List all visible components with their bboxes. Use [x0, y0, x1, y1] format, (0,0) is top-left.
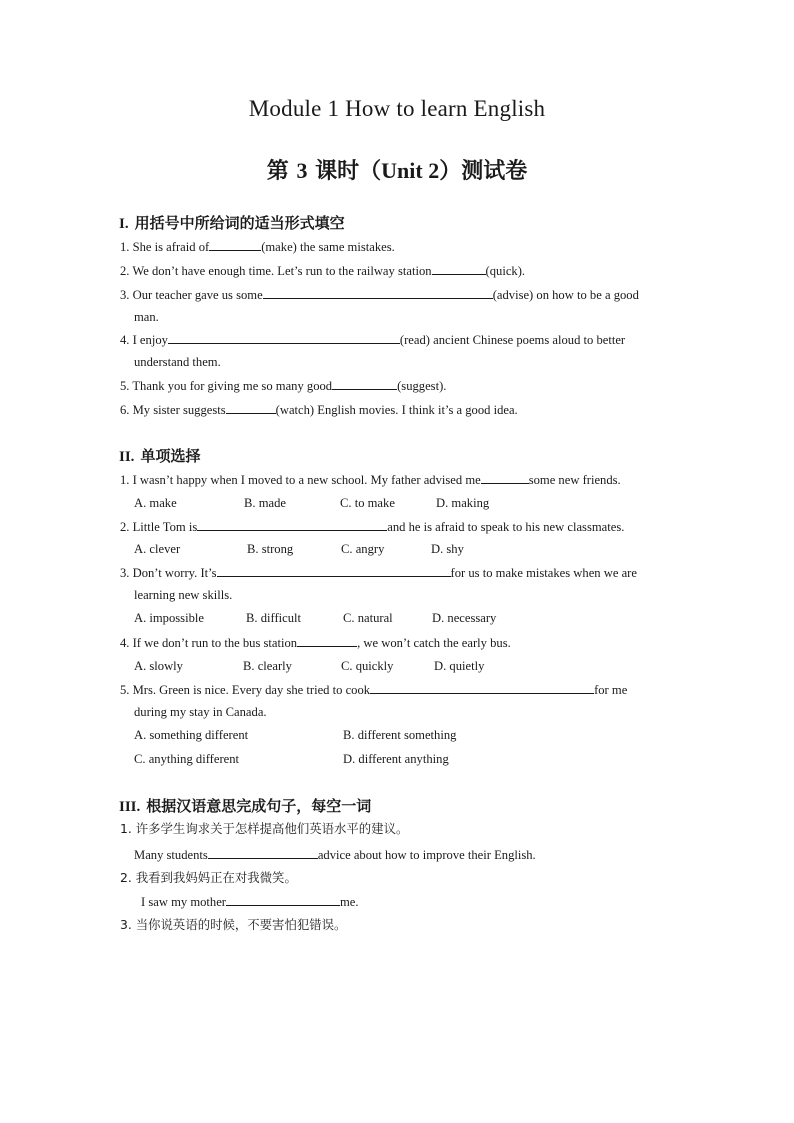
p2-q3-option-a[interactable]: A. impossible: [134, 611, 204, 625]
section-1-title: 用括号中所给词的适当形式填空: [134, 214, 345, 232]
p2-q2-option-c[interactable]: C. angry: [341, 542, 385, 556]
section-1-number: I.: [119, 216, 129, 232]
p2-q5-continuation: during my stay in Canada.: [134, 705, 267, 719]
p2-q1-text-end: some new friends.: [528, 473, 621, 487]
p3-q1-text-end: advice about how to improve their English.: [317, 848, 536, 862]
p2-q1-option-b[interactable]: B. made: [244, 496, 286, 510]
p1-q6-text-end: (watch) English movies. I think it’s a good idea.: [275, 403, 518, 417]
p2-q3-continuation: learning new skills.: [134, 588, 233, 602]
p1-q3-text: 3. Our teacher gave us some: [120, 288, 263, 302]
p2-q3-text: 3. Don’t worry. It’s: [120, 566, 217, 580]
p1-question-6: [120, 401, 518, 418]
p2-q5-text: 5. Mrs. Green is nice. Every day she tried to cook: [120, 683, 371, 697]
p1-q6-text: 6. My sister suggests: [120, 403, 226, 417]
p2-q4-option-c[interactable]: C. quickly: [341, 659, 394, 673]
answer-blank[interactable]: [370, 681, 594, 694]
subtitle-lesson-number: 3: [296, 158, 308, 183]
p1-q4-text-end: (read) ancient Chinese poems aloud to better: [399, 333, 626, 347]
p3-q2-text: I saw my mother: [141, 895, 226, 909]
subtitle-unit: Unit 2: [381, 158, 440, 183]
p2-question-3: [120, 564, 637, 581]
page-subtitle: [0, 154, 794, 185]
p2-q1-option-a[interactable]: A. make: [134, 496, 177, 510]
p1-q1-text: 1. She is afraid of: [120, 240, 210, 254]
p2-question-4: [120, 634, 511, 651]
p3-q2-chinese: 2. 我看到我妈妈正在对我微笑。: [120, 870, 297, 885]
p1-question-4: [120, 331, 625, 348]
p2-q1-option-c[interactable]: C. to make: [340, 496, 395, 510]
p1-q2-text-end: (quick).: [485, 264, 526, 278]
answer-blank[interactable]: [217, 564, 451, 577]
p2-q3-option-d[interactable]: D. necessary: [432, 611, 497, 625]
p2-q4-text: 4. If we don’t run to the bus station: [120, 636, 298, 650]
subtitle-prefix: 第: [266, 159, 289, 184]
section-2-title: 单项选择: [140, 447, 201, 465]
answer-blank[interactable]: [208, 846, 318, 859]
p2-q3-text-end: for us to make mistakes when we are: [450, 566, 637, 580]
p2-q2-option-b[interactable]: B. strong: [247, 542, 294, 556]
answer-blank[interactable]: [226, 893, 340, 906]
p2-q4-option-d[interactable]: D. quietly: [434, 659, 485, 673]
answer-blank[interactable]: [209, 238, 261, 251]
section-3-title: 根据汉语意思完成句子，每空一词: [146, 797, 372, 815]
p2-q5-option-b[interactable]: B. different something: [343, 728, 457, 742]
p2-question-5: [120, 681, 627, 698]
p2-question-2: [120, 518, 624, 535]
p2-q2-text-end: and he is afraid to speak to his new classmates.: [387, 520, 625, 534]
p1-q4-text: 4. I enjoy: [120, 333, 168, 347]
p1-q5-text-end: (suggest).: [397, 379, 447, 393]
p2-q4-text-end: , we won’t catch the early bus.: [357, 636, 511, 650]
p1-q3-text-end: (advise) on how to be a good: [492, 288, 639, 302]
p2-q5-text-end: for me: [594, 683, 628, 697]
p3-q3-chinese: 3. 当你说英语的时候，不要害怕犯错误。: [120, 917, 347, 932]
p1-question-3: [120, 286, 639, 303]
p1-question-5: [120, 377, 446, 394]
answer-blank[interactable]: [197, 518, 387, 531]
answer-blank[interactable]: [332, 377, 397, 390]
p2-question-1: [120, 471, 621, 488]
p1-q4-continuation: understand them.: [134, 355, 221, 369]
p1-question-2: [120, 262, 525, 279]
section-1-heading: [119, 212, 345, 233]
subtitle-suffix: ）测试卷: [439, 159, 528, 184]
p2-q5-option-d[interactable]: D. different anything: [343, 752, 449, 766]
section-3-number: III.: [119, 799, 141, 815]
answer-blank[interactable]: [168, 331, 400, 344]
answer-blank[interactable]: [297, 634, 357, 647]
p3-question-1: [134, 846, 536, 863]
answer-blank[interactable]: [226, 401, 276, 414]
p1-q3-continuation: man.: [134, 310, 159, 324]
answer-blank[interactable]: [263, 286, 493, 299]
p2-q3-option-c[interactable]: C. natural: [343, 611, 393, 625]
section-2-heading: [119, 445, 200, 466]
p2-q3-option-b[interactable]: B. difficult: [246, 611, 302, 625]
p2-q2-option-a[interactable]: A. clever: [134, 542, 181, 556]
p2-q2-text: 2. Little Tom is: [120, 520, 198, 534]
answer-blank[interactable]: [481, 471, 529, 484]
p3-question-2: [141, 893, 359, 910]
page-title: Module 1 How to learn English: [248, 96, 546, 121]
p2-q5-option-a[interactable]: A. something different: [134, 728, 249, 742]
subtitle-mid: 课时（: [315, 159, 382, 184]
p3-q1-chinese: 1. 许多学生询求关于怎样提高他们英语水平的建议。: [120, 821, 409, 836]
p1-q5-text: 5. Thank you for giving me so many good: [120, 379, 333, 393]
answer-blank[interactable]: [432, 262, 486, 275]
p1-q1-text-end: (make) the same mistakes.: [261, 240, 395, 254]
p2-q1-option-d[interactable]: D. making: [436, 496, 490, 510]
p2-q1-text: 1. I wasn’t happy when I moved to a new school. My father advised me: [120, 473, 481, 487]
p3-q1-text: Many students: [134, 848, 208, 862]
p1-q2-text: 2. We don’t have enough time. Let’s run to the railway station: [120, 264, 432, 278]
p1-question-1: [120, 238, 395, 255]
section-3-heading: [119, 795, 371, 816]
section-2-number: II.: [119, 449, 135, 465]
p2-q4-option-b[interactable]: B. clearly: [243, 659, 292, 673]
p2-q5-option-c[interactable]: C. anything different: [134, 752, 240, 766]
p2-q4-option-a[interactable]: A. slowly: [134, 659, 183, 673]
p2-q2-option-d[interactable]: D. shy: [431, 542, 464, 556]
p3-q2-text-end: me.: [340, 895, 359, 909]
